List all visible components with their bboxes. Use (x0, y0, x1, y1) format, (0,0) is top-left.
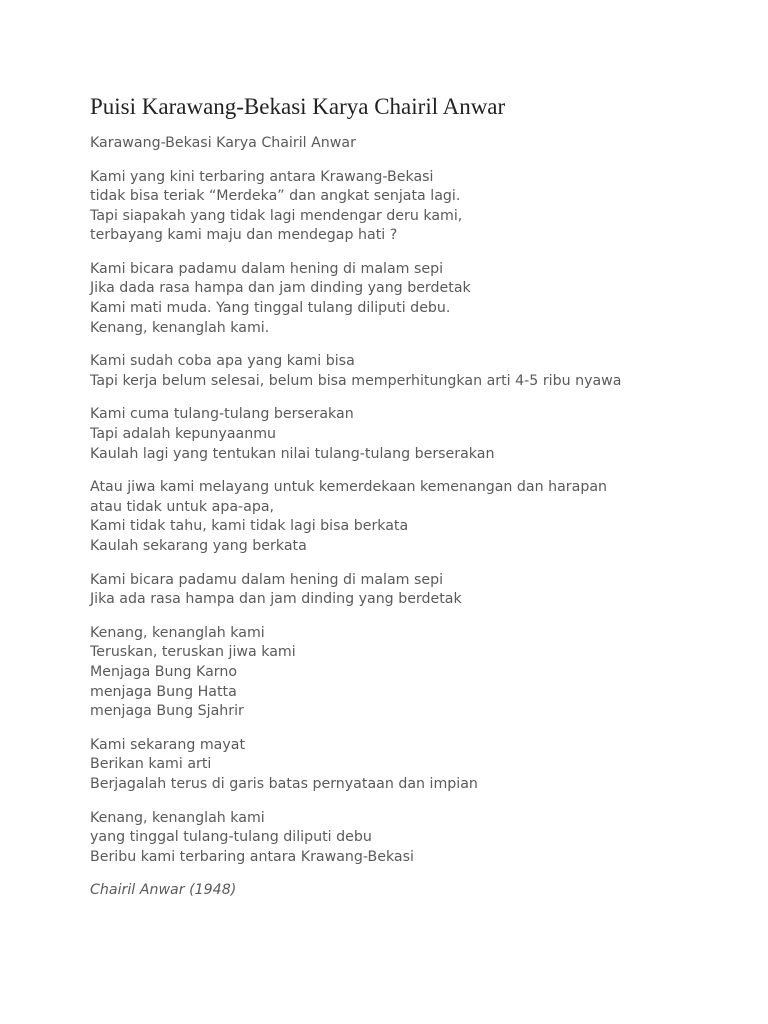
poem-line: Kaulah sekarang yang berkata (90, 538, 307, 554)
poem-stanza (90, 571, 730, 610)
poem-line: Kami cuma tulang-tulang berserakan (90, 406, 354, 423)
poem-line: tidak bisa teriak “Merdeka” dan angkat senjata lagi. (90, 188, 461, 205)
poem-line: Jika dada rasa hampa dan jam dinding yang berdetak (90, 280, 471, 297)
poem-line: Kenang, kenanglah kami. (90, 319, 270, 336)
poem-line: Kami sekarang mayat (90, 736, 246, 753)
poem-author: Chairil Anwar (1948) (90, 882, 237, 899)
poem-line: Berikan kami arti (90, 756, 212, 773)
poem-line: Kami bicara padamu dalam hening di malam sepi (90, 571, 444, 588)
poem-stanza (90, 478, 730, 556)
poem-line: Kami mati muda. Yang tinggal tulang diliputi debu. (90, 300, 451, 317)
poem-line: Teruskan, teruskan jiwa kami (90, 644, 296, 661)
poem-line: Berjagalah terus di garis batas pernyataan dan impian (90, 775, 478, 792)
poem-line: terbayang kami maju dan mendegap hati ? (90, 227, 398, 244)
poem-line: Kaulah lagi yang tentukan nilai tulang-tulang berserakan (90, 445, 495, 462)
poem-line: menjaga Bung Hatta (90, 683, 237, 700)
poem-line: Beribu kami terbaring antara Krawang-Bekasi (90, 848, 414, 865)
document-content (90, 92, 730, 901)
poem-line: Kami sudah coba apa yang kami bisa (90, 353, 355, 370)
poem-stanza (90, 405, 730, 464)
poem-line: Tapi kerja belum selesai, belum bisa memperhitungkan arti 4-5 ribu nyawa (90, 372, 622, 389)
poem-line: Menjaga Bung Karno (90, 663, 238, 680)
poem-line: Kenang, kenanglah kami (90, 809, 265, 826)
poem-stanza (90, 736, 730, 795)
poem-stanza (90, 624, 730, 722)
poem-stanza (90, 352, 730, 391)
poem-line: Tapi siapakah yang tidak lagi mendengar deru kami, (90, 207, 463, 224)
poem-stanza (90, 168, 730, 246)
poem-line: Jika ada rasa hampa dan jam dinding yang berdetak (90, 591, 462, 608)
poem-line: yang tinggal tulang-tulang diliputi debu (90, 829, 372, 846)
poem-line: atau tidak untuk apa-apa, (90, 498, 275, 515)
poem-line: Kenang, kenanglah kami (90, 624, 265, 641)
poem-stanza (90, 260, 730, 338)
poem-line: Tapi adalah kepunyaanmu (90, 426, 277, 443)
poem-line: Kami bicara padamu dalam hening di malam sepi (90, 260, 444, 277)
poem-stanza (90, 809, 730, 868)
poem-line: Atau jiwa kami melayang untuk kemerdekaan kemenangan dan harapan (90, 479, 608, 496)
poem-line: Kami tidak tahu, kami tidak lagi bisa berkata (90, 518, 409, 535)
page-title: Puisi Karawang-Bekasi Karya Chairil Anwar (90, 94, 506, 119)
poem-subtitle: Karawang-Bekasi Karya Chairil Anwar (90, 135, 356, 151)
poem-line: menjaga Bung Sjahrir (90, 703, 244, 720)
poem-line: Kami yang kini terbaring antara Krawang-Bekasi (90, 168, 434, 185)
poem-body (90, 168, 730, 868)
